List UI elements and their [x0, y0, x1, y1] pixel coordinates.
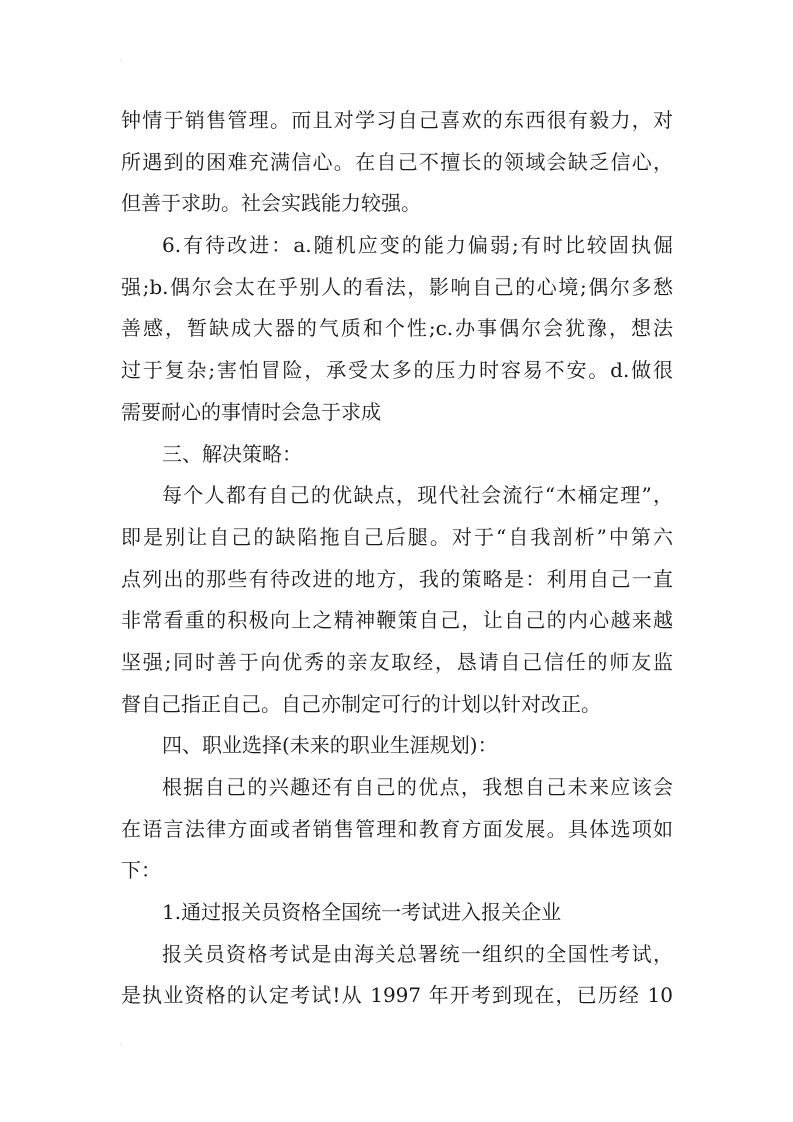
- corner-mark-bottom: [120, 1044, 121, 1045]
- text-line: 过于复杂;害怕冒险，承受太多的压力时容易不安。d.做很: [121, 358, 673, 383]
- text-line: 报关员资格考试是由海关总署统一组织的全国性考试，: [162, 941, 673, 966]
- text-line: 坚强;同时善于向优秀的亲友取经，恳请自己信任的师友监: [121, 649, 673, 674]
- text-line: 但善于求助。社会实践能力较强。: [121, 191, 421, 216]
- text-line: 根据自己的兴趣还有自己的优点，我想自己未来应该会: [162, 775, 673, 799]
- text-line: 点列出的那些有待改进的地方，我的策略是：利用自己一直: [121, 566, 673, 591]
- text-line: 所遇到的困难充满信心。在自己不擅长的领域会缺乏信心，: [121, 149, 673, 174]
- text-line: 在语言法律方面或者销售管理和教育方面发展。具体选项如: [121, 816, 673, 841]
- text-line: 钟情于销售管理。而且对学习自己喜欢的东西很有毅力，对: [121, 108, 673, 132]
- text-line: 6.有待改进：a.随机应变的能力偏弱;有时比较固执倔: [162, 233, 673, 258]
- text-line: 督自己指正自己。自己亦制定可行的计划以针对改正。: [121, 691, 601, 716]
- section-heading: 四、职业选择(未来的职业生涯规划)：: [162, 733, 498, 758]
- text-line: 每个人都有自己的优缺点，现代社会流行“木桶定理”，: [162, 483, 673, 508]
- text-line: 是执业资格的认定考试!从 1997 年开考到现在，已历经 10: [121, 983, 673, 1008]
- text-line: 即是别让自己的缺陷拖自己后腿。对于“自我剖析”中第六: [121, 524, 673, 549]
- list-item-heading: 1.通过报关员资格全国统一考试进入报关企业: [162, 900, 562, 925]
- text-line: 非常看重的积极向上之精神鞭策自己，让自己的内心越来越: [121, 608, 673, 633]
- corner-mark-top: [120, 60, 121, 61]
- text-line: 下：: [121, 858, 161, 883]
- section-heading: 三、解决策略：: [162, 441, 302, 466]
- text-line: 需要耐心的事情时会急于求成: [121, 399, 381, 424]
- text-line: 善感，暂缺成大器的气质和个性;c.办事偶尔会犹豫，想法: [121, 316, 673, 341]
- text-line: 强;b.偶尔会太在乎别人的看法，影响自己的心境;偶尔多愁: [121, 274, 673, 299]
- document-body: [121, 100, 673, 1017]
